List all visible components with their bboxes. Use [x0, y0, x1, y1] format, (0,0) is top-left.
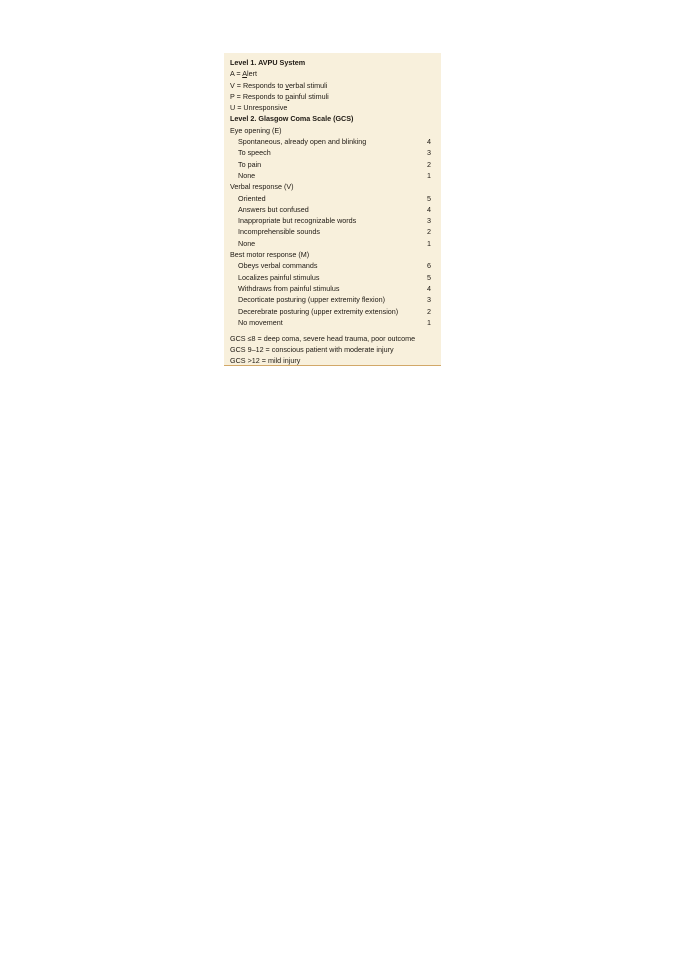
scale-item	[230, 306, 441, 317]
motor-response-list	[230, 260, 441, 328]
scale-item	[230, 260, 441, 271]
scale-item	[230, 193, 441, 204]
scale-item	[230, 204, 441, 215]
scale-item	[230, 238, 441, 249]
item-label: Localizes painful stimulus	[238, 272, 320, 282]
item-label: Incomprehensible sounds	[238, 227, 320, 237]
item-score: 2	[427, 227, 431, 237]
note-moderate: GCS 9–12 = conscious patient with moderate injury	[230, 344, 394, 354]
scale-item	[230, 159, 441, 170]
eye-opening-heading: Eye opening (E)	[230, 125, 282, 135]
item-score: 3	[427, 295, 431, 305]
item-label: To speech	[238, 148, 271, 158]
avpu-item: V = Responds to verbal stimuli	[230, 80, 328, 90]
scale-item	[230, 272, 441, 283]
motor-response-heading: Best motor response (M)	[230, 250, 310, 260]
scale-item	[230, 147, 441, 158]
avpu-list	[230, 68, 441, 113]
item-score: 4	[427, 204, 431, 214]
item-score: 1	[427, 238, 431, 248]
item-label: Withdraws from painful stimulus	[238, 283, 340, 293]
item-score: 5	[427, 193, 431, 203]
scale-item	[230, 226, 441, 237]
item-label: No movement	[238, 317, 283, 327]
level1-heading: Level 1. AVPU System	[230, 58, 306, 67]
item-label: Decerebrate posturing (upper extremity extension)	[238, 306, 399, 316]
verbal-response-heading: Verbal response (V)	[230, 182, 294, 192]
note-mild: GCS >12 = mild injury	[230, 356, 301, 366]
item-score: 2	[427, 159, 431, 169]
item-label: Answers but confused	[238, 204, 309, 214]
item-score: 1	[427, 170, 431, 180]
item-score: 3	[427, 148, 431, 158]
item-score: 1	[427, 317, 431, 327]
item-label: Spontaneous, already open and blinking	[238, 137, 367, 147]
item-label: Inappropriate but recognizable words	[238, 216, 357, 226]
item-label: Obeys verbal commands	[238, 261, 318, 271]
item-label: None	[238, 238, 256, 248]
item-label: Decorticate posturing (upper extremity flexion)	[238, 295, 386, 305]
avpu-item: A = Alert	[230, 69, 257, 79]
scale-item	[230, 283, 441, 294]
item-score: 5	[427, 272, 431, 282]
eye-opening-list	[230, 136, 441, 181]
scale-item	[230, 215, 441, 226]
item-score: 3	[427, 216, 431, 226]
scale-item	[230, 136, 441, 147]
item-score: 4	[427, 137, 431, 147]
scale-item	[230, 294, 441, 305]
verbal-response-list	[230, 193, 441, 249]
avpu-item: P = Responds to painful stimuli	[230, 91, 329, 101]
avpu-item: U = Unresponsive	[230, 103, 288, 113]
item-score: 6	[427, 261, 431, 271]
item-label: None	[238, 170, 256, 180]
item-score: 4	[427, 283, 431, 293]
level2-heading: Level 2. Glasgow Coma Scale (GCS)	[230, 114, 354, 124]
coma-scale-table	[224, 53, 441, 366]
item-label: To pain	[238, 159, 262, 169]
scale-item	[230, 170, 441, 181]
item-score: 2	[427, 306, 431, 316]
item-label: Oriented	[238, 193, 266, 203]
note-deep-coma: GCS ≤8 = deep coma, severe head trauma, poor outcome	[230, 333, 416, 343]
scale-item	[230, 317, 441, 328]
